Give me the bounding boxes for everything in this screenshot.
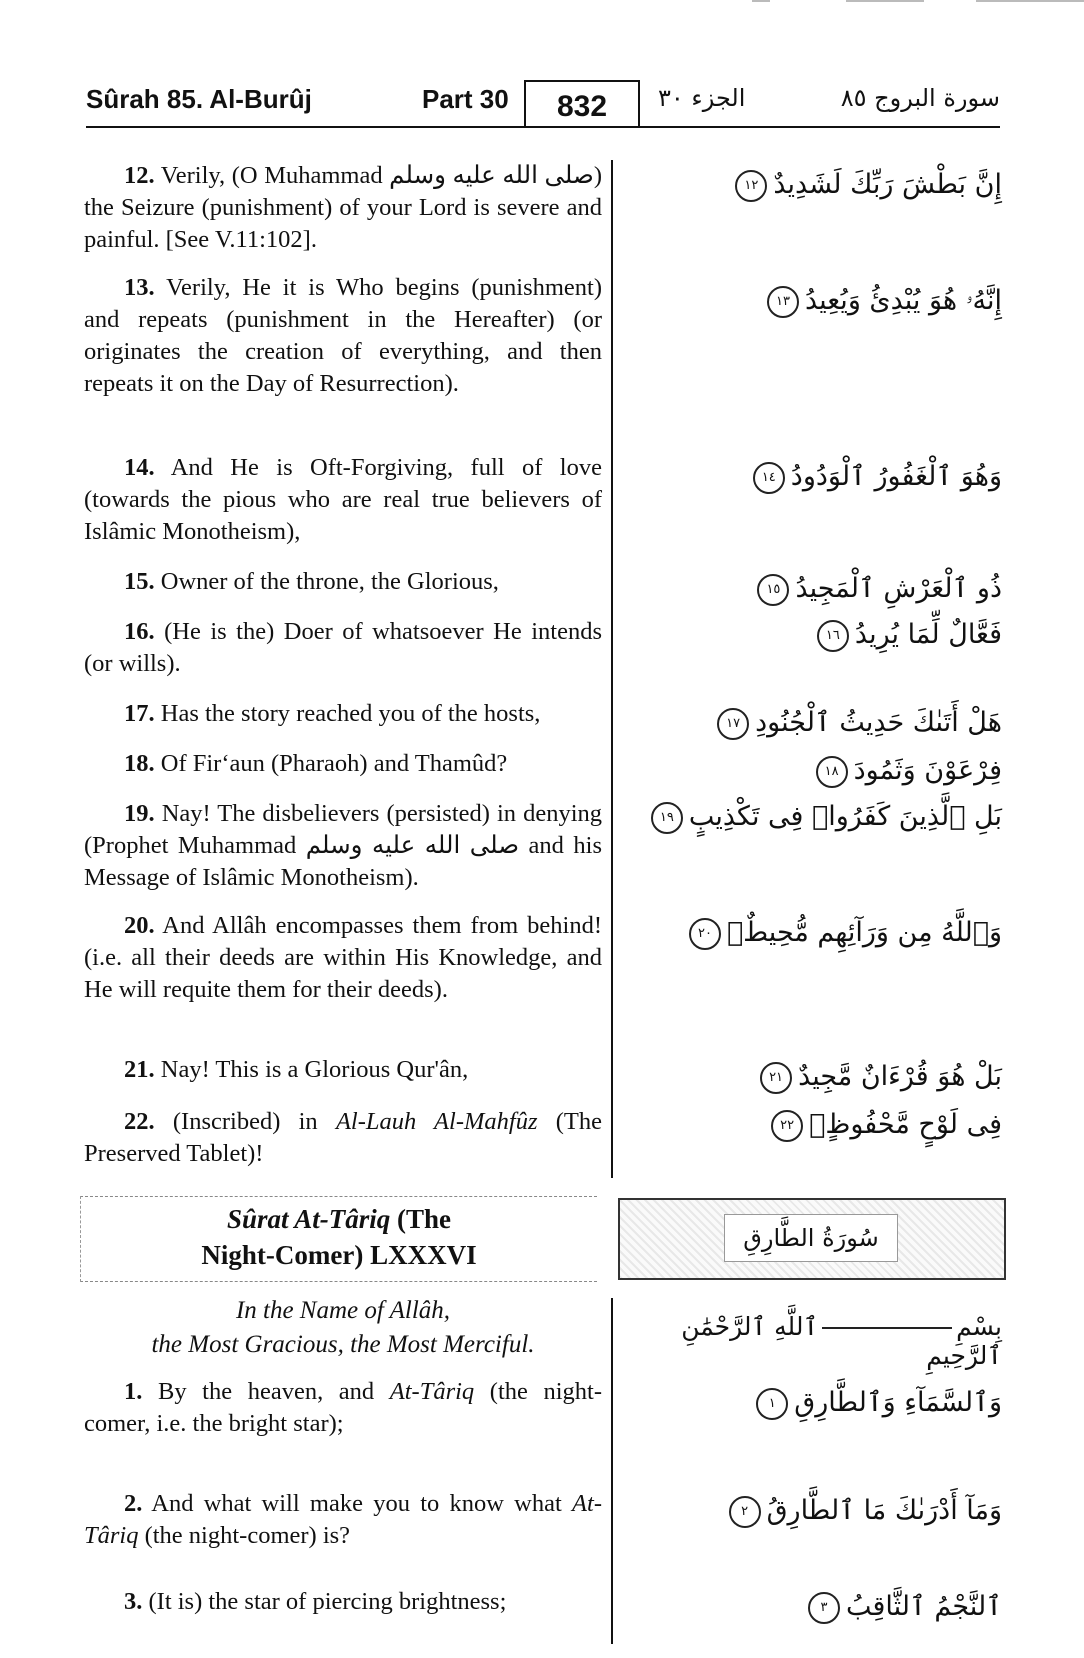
verse-13-en: 13. Verily, He it is Who begins (punishment) and repeats (punishment in the Hereafter) (or originates the creation of everything, and then repeats it on the Day of Resurrection). [84,274,602,397]
verse-16-en: 16. (He is the) Doer of whatsoever He intends (or wills). [84,618,603,677]
ayah-end-mark: ١ [756,1388,788,1420]
ayah-end-mark: ٢٠ [689,918,721,950]
verse-17-en: 17. Has the story reached you of the hosts, [124,700,541,727]
ayah-end-mark: ١٢ [735,170,767,202]
ayah-end-mark: ٢ [729,1496,761,1528]
tariq-verse-3-en: 3. (It is) the star of piercing brightness; [124,1588,507,1615]
column-divider-top [611,160,613,1178]
verse-18-en: 18. Of Fir‘aun (Pharaoh) and Thamûd? [124,750,508,777]
verse-20-en: 20. And Allâh encompasses them from behind! (i.e. all their deeds are within His Knowledge, and He will requite them for their deeds). [84,912,602,1003]
verse-15-ar: ذُو ٱلْعَرْشِ ٱلْمَجِيدُ١٥ [642,572,1002,606]
verse-17-ar: هَلْ أَتَىٰكَ حَدِيثُ ٱلْجُنُودِ١٧ [642,706,1002,740]
tariq-verse-1-en: 1. By the heaven, and At-Târiq (the night-comer, i.e. the bright star); [84,1378,602,1437]
bismillah-en: In the Name of Allâh, the Most Gracious, the Most Merciful. [151,1297,535,1358]
juz-label-ar: الجزء ٣٠ [658,84,746,112]
ayah-end-mark: ١٧ [717,708,749,740]
ayah-end-mark: ١٨ [816,756,848,788]
surah-title-box-ar [618,1198,1006,1280]
ayah-end-mark: ٢١ [760,1062,792,1094]
surah-title-en: Sûrah 85. Al-Burûj [86,84,312,114]
verse-16-ar: فَعَّالٌ لِّمَا يُرِيدُ١٦ [642,618,1002,652]
surah-title-ar: سورة البروج ٨٥ [840,84,1000,112]
ayah-end-mark: ٢٢ [771,1110,803,1142]
verse-13-ar: إِنَّهُۥ هُوَ يُبْدِئُ وَيُعِيدُ١٣ [642,284,1002,318]
verse-18-ar: فِرْعَوْنَ وَثَمُودَ١٨ [642,754,1002,788]
top-rule-mid [846,0,924,2]
header-rule [86,126,1000,128]
verse-14-en: 14. And He is Oft-Forgiving, full of love (towards the pious who are real true believers of Islâmic Monotheism), [84,454,602,545]
verse-22-en: 22. (Inscribed) in Al-Lauh Al-Mahfûz (The Preserved Tablet)! [84,1108,603,1167]
ayah-end-mark: ١٤ [753,462,785,494]
part-label-en: Part 30 [422,84,509,114]
verse-14-ar: وَهُوَ ٱلْغَفُورُ ٱلْوَدُودُ١٤ [642,460,1002,494]
verse-15-en: 15. Owner of the throne, the Glorious, [124,568,499,595]
verse-20-ar: وَٱللَّهُ مِن وَرَآئِهِم مُّحِيطٌۢ٢٠ [642,916,1002,950]
ayah-end-mark: ٣ [808,1592,840,1624]
verse-12-ar: إِنَّ بَطْشَ رَبِّكَ لَشَدِيدٌ١٢ [642,168,1002,202]
verse-21-en: 21. Nay! This is a Glorious Qur'ân, [124,1056,469,1083]
top-rule-right [976,0,1084,2]
tariq-verse-2-en: 2. And what will make you to know what At-Târiq (the night-comer) is? [84,1490,602,1549]
top-rule-short [752,0,770,2]
bismillah-ar: بِسْمِٱللَّهِ ٱلرَّحْمَٰنِ ٱلرَّحِيمِ [681,1312,1002,1370]
ayah-end-mark: ١٥ [757,574,789,606]
ayah-end-mark: ١٣ [767,286,799,318]
tariq-verse-3-ar: ٱلنَّجْمُ ٱلثَّاقِبُ٣ [642,1590,1002,1624]
bismillah-stroke [822,1327,952,1329]
column-divider-bottom [611,1298,613,1644]
verse-19-en: 19. Nay! The disbelievers (persisted) in denying (Prophet Muhammad صلى الله عليه وسلم and his Message of Islâmic Monotheism). [84,800,603,891]
verse-12-en: 12. Verily, (O Muhammad صلى الله عليه وسلم) the Seizure (punishment) of your Lord is severe and painful. [See V.11:102]. [84,162,602,253]
tariq-verse-2-ar: وَمَآ أَدْرَىٰكَ مَا ٱلطَّارِقُ٢ [642,1494,1002,1528]
verse-21-ar: بَلْ هُوَ قُرْءَانٌ مَّجِيدٌ٢١ [642,1060,1002,1094]
surah-title-ar-next: سُورَةُ الطَّارِقِ [724,1214,898,1262]
page-header [86,80,1000,128]
page-number: 832 [524,80,640,128]
ayah-end-mark: ١٩ [651,802,683,834]
tariq-verse-1-ar: وَٱلسَّمَآءِ وَٱلطَّارِقِ١ [642,1386,1002,1420]
verse-19-ar: بَلِ ٱلَّذِينَ كَفَرُوا۟ فِى تَكْذِيبٍ١٩ [642,800,1002,834]
ayah-end-mark: ١٦ [817,620,849,652]
surah-title-box-en: Sûrat At-Târiq (The Night-Comer) LXXXVI [80,1196,597,1282]
verse-22-ar: فِى لَوْحٍ مَّحْفُوظٍۭ٢٢ [642,1108,1002,1142]
